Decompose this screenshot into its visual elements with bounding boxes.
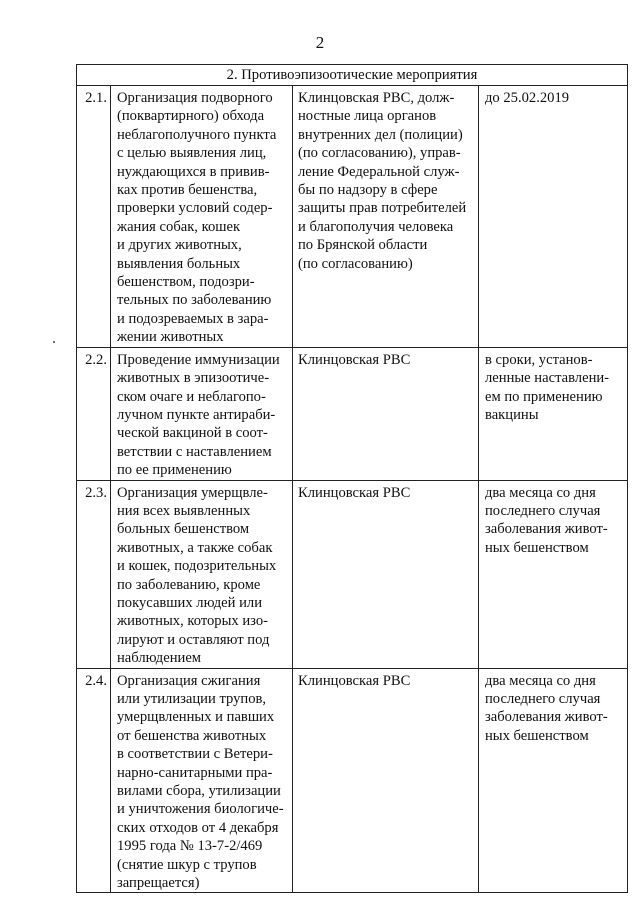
action-text-line: ния всех выявленных	[117, 502, 251, 519]
action-text-line: (поквартирного) обхода	[117, 108, 265, 125]
section-header-row	[77, 65, 628, 86]
table-row	[77, 480, 628, 668]
responsible-cell	[293, 668, 479, 893]
action-text-line: животных, а также собак	[117, 539, 273, 556]
scan-speck	[53, 341, 55, 343]
item-number: 2.2.	[77, 347, 111, 480]
action-text-line: по ее применению	[117, 462, 232, 479]
page-number: 2	[315, 33, 325, 52]
term-cell	[479, 347, 628, 480]
responsible-text-line: (по согласованию)	[298, 255, 413, 272]
term-text-line: ленные наставлени-	[485, 370, 610, 387]
action-text-line: запрещается)	[117, 875, 200, 892]
term-text-line: вакцины	[485, 406, 539, 423]
table-row	[77, 86, 628, 348]
item-number: 2.1.	[77, 86, 111, 348]
term-text-line: последнего случая	[485, 691, 601, 707]
action-text-line: 1995 года № 13-7-2/469	[117, 838, 263, 855]
action-text-line: животных в эпизоотиче-	[117, 370, 270, 387]
responsible-text-line: защиты прав потребителей	[298, 200, 467, 217]
term-text-line: последнего случая	[485, 502, 601, 519]
responsible-text-line: Клинцовская РВС	[298, 484, 411, 501]
action-cell	[111, 668, 293, 893]
action-text-line: ках против бешенства,	[117, 182, 258, 199]
action-text-line: больных бешенством	[117, 521, 250, 538]
term-text-line: ных бешенством	[485, 539, 589, 556]
action-text-line: ском очаге и неблагопо-	[117, 388, 266, 405]
responsible-text-line: ностные лица органов	[298, 108, 437, 125]
term-text-line: заболевания живот-	[485, 709, 608, 726]
term-text-line: в сроки, установ-	[485, 351, 593, 368]
action-text-line: нарно-санитарными пра-	[117, 764, 273, 781]
responsible-cell	[293, 347, 479, 480]
action-text-line: жания собак, кошек	[117, 218, 241, 235]
item-number: 2.3.	[77, 480, 111, 668]
term-text-line: до 25.02.2019	[485, 90, 570, 106]
term-cell	[479, 86, 628, 348]
table-row	[77, 668, 628, 893]
term-cell	[479, 480, 628, 668]
action-text-line: Организация подворного	[117, 90, 273, 106]
responsible-text-line: Клинцовская РВС, долж-	[298, 90, 455, 106]
action-text-line: вилами сбора, утилизации	[117, 783, 281, 800]
measures-table	[76, 64, 628, 893]
action-cell	[111, 347, 293, 480]
term-text-line: два месяца со дня	[485, 672, 596, 689]
action-text-line: и других животных,	[117, 237, 242, 254]
term-text-line: два месяца со дня	[485, 484, 596, 501]
responsible-text-line: Клинцовская РВС	[298, 672, 411, 689]
responsible-text-line: Клинцовская РВС	[298, 351, 411, 368]
action-text-line: умерщвленных и павших	[117, 709, 275, 726]
item-number: 2.4.	[77, 668, 111, 893]
action-text-line: в соответствии с Ветери-	[117, 746, 273, 763]
responsible-text-line: (по согласованию), управ-	[298, 145, 461, 162]
action-cell	[111, 86, 293, 348]
action-text-line: ческой вакциной в соот-	[117, 425, 268, 442]
action-text-line: с целью выявления лиц,	[117, 145, 267, 162]
action-text-line: наблюдением	[117, 650, 202, 667]
action-text-line: и подозреваемых в зара-	[117, 310, 269, 327]
term-text-line: ных бешенством	[485, 727, 589, 744]
responsible-text-line: по Брянской области	[298, 237, 428, 254]
action-text-line: (снятие шкур с трупов	[117, 856, 257, 873]
action-text-line: и уничтожения биологиче-	[117, 801, 284, 818]
action-text-line: от бешенства животных	[117, 727, 267, 744]
action-text-line: по заболеванию, кроме	[117, 576, 261, 593]
action-text-line: лируют и оставляют под	[117, 631, 270, 648]
responsible-cell	[293, 86, 479, 348]
action-text-line: ветствии с наставлением	[117, 443, 272, 460]
term-text-line: заболевания живот-	[485, 521, 608, 538]
responsible-cell	[293, 480, 479, 668]
term-cell	[479, 668, 628, 893]
section-title: 2. Противоэпизоотические мероприятия	[77, 65, 628, 86]
action-cell	[111, 480, 293, 668]
action-text-line: бешенством, подозри-	[117, 274, 255, 291]
action-text-line: покусавших людей или	[117, 594, 263, 611]
action-text-line: Организация умерщвле-	[117, 484, 268, 501]
action-text-line: проверки условий содер-	[117, 200, 273, 217]
action-text-line: животных, которых изо-	[117, 613, 269, 630]
responsible-text-line: бы по надзору в сфере	[298, 182, 438, 199]
action-text-line: выявления больных	[117, 255, 241, 272]
action-text-line: лучном пункте антираби-	[117, 406, 276, 423]
responsible-text-line: внутренних дел (полиции)	[298, 126, 463, 143]
action-text-line: тельных по заболеванию	[117, 292, 272, 309]
action-text-line: неблагополучного пункта	[117, 126, 277, 143]
action-text-line: Проведение иммунизации	[117, 351, 280, 368]
action-text-line: нуждающихся в привив-	[117, 163, 270, 180]
action-text-line: ских отходов от 4 декабря	[117, 819, 279, 836]
table-row	[77, 347, 628, 480]
term-text-line: ем по применению	[485, 388, 603, 405]
responsible-text-line: ление Федеральной служ-	[298, 163, 460, 180]
action-text-line: Организация сжигания	[117, 672, 261, 689]
action-text-line: жении животных	[117, 329, 224, 346]
responsible-text-line: и благополучия человека	[298, 218, 454, 235]
action-text-line: и кошек, подозрительных	[117, 558, 277, 575]
action-text-line: или утилизации трупов,	[117, 691, 267, 707]
